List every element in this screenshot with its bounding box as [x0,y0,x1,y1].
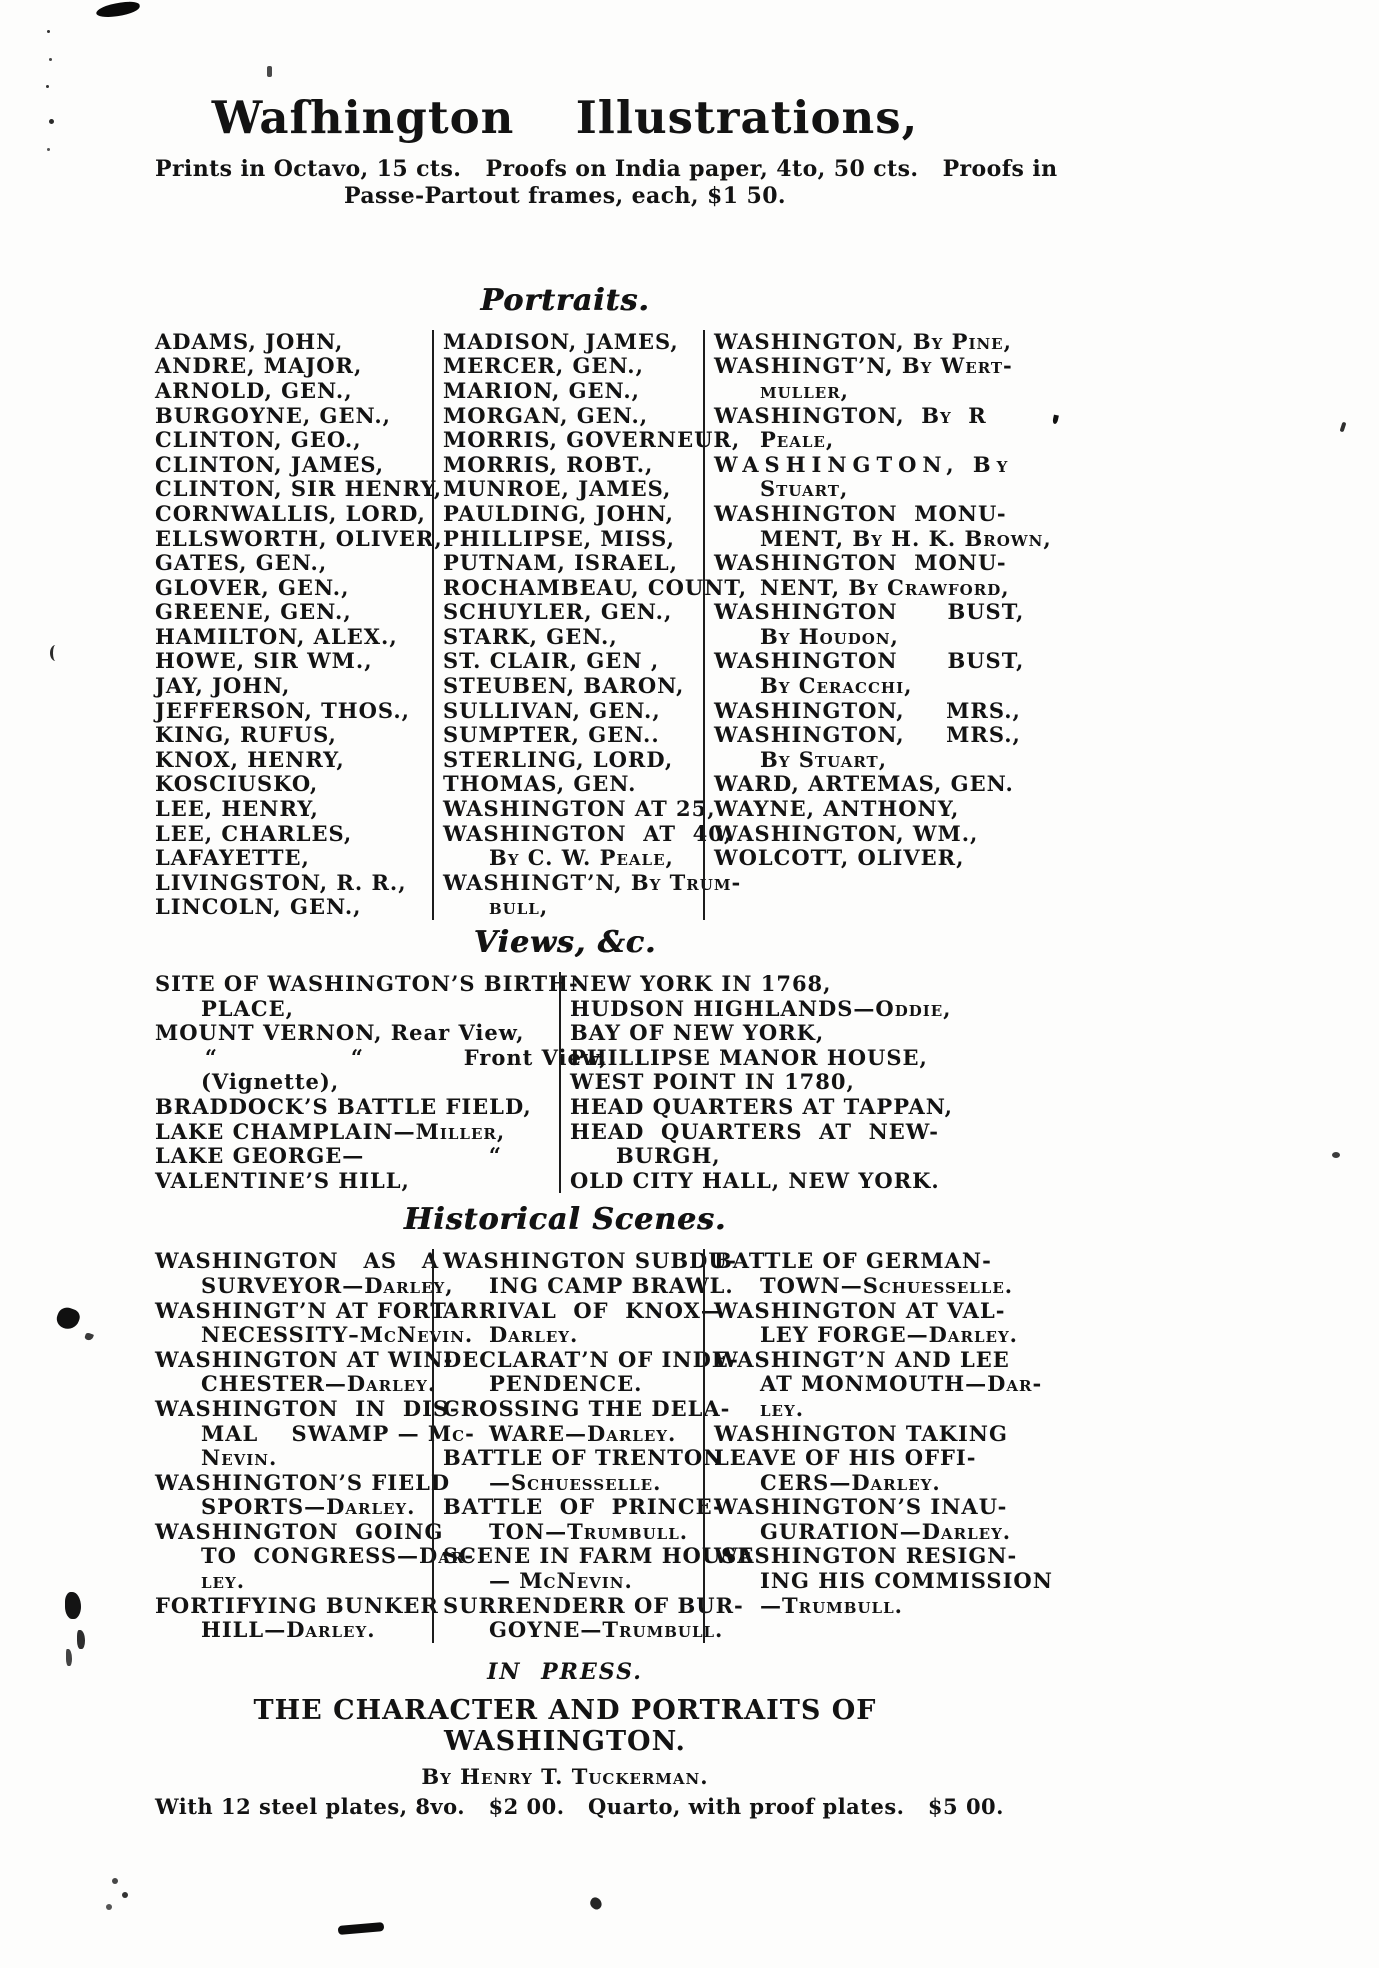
list-line: HILL—Darley. [201,1617,376,1643]
list-line: TON—Trumbull. [489,1518,689,1544]
list-line: WASHINGTON’S FIELD [155,1469,451,1495]
list-line: GLOVER, GEN., [155,574,350,600]
list-line: NENT, By Crawford, [760,574,1010,600]
section-historical-scenes [155,1203,1160,1643]
list-line: BATTLE OF PRINCE- [443,1494,723,1520]
list-line: MORRIS, ROBT., [443,451,654,477]
list-line: ANDRE, MAJOR, [155,353,363,379]
list-line: CORNWALLIS, LORD, [155,500,426,526]
list-line: WARE—Darley. [489,1420,677,1446]
list-line: WASHINGTON BUST, [714,648,1025,674]
scan-artifact [50,645,61,661]
pricing-line: With 12 steel plates, 8vo. $2 00. Quarto, with proof plates. $5 00. [155,1793,1004,1819]
list-line: MORRIS, GOVERNEUR, [443,427,741,453]
list-line: CLINTON, GEO., [155,427,362,453]
list-line: SPORTS—Darley. [201,1494,416,1520]
historical-column-1 [155,1248,475,1643]
list-line: BURGH, [616,1143,721,1169]
list-line: PLACE, [201,995,294,1021]
list-line: ING HIS COMMISSION [760,1568,1053,1594]
list-line: —Schuesselle. [489,1469,662,1495]
list-line: JAY, JOHN, [155,673,291,699]
scan-artifact [54,1305,82,1332]
list-line: ley. [201,1568,245,1594]
list-line: Peale, [760,427,835,453]
list-line: PAULDING, JOHN, [443,500,674,526]
list-line: CLINTON, JAMES, [155,451,385,477]
list-line: MORGAN, GEN., [443,402,649,428]
forthcoming-book-title: THE CHARACTER AND PORTRAITS OF WASHINGTON. [253,1694,877,1757]
views-column-1 [155,971,608,1193]
list-line: ING CAMP BRAWL. [489,1272,734,1298]
list-line: GATES, GEN., [155,550,328,576]
list-line: ELLSWORTH, OLIVER, [155,525,443,551]
list-line: STEUBEN, BARON, [443,673,685,699]
list-line: BATTLE OF TRENTON [443,1445,724,1471]
list-line: MADISON, JAMES, [443,328,679,354]
list-line: HAMILTON, ALEX., [155,623,398,649]
scan-artifact [338,1922,385,1935]
list-line: DECLARAT’N OF INDE- [443,1346,739,1372]
list-line: bull, [489,894,549,920]
list-line: WASHINGTON AT 40, [443,820,733,846]
scan-artifact [95,0,140,19]
list-line: STARK, GEN., [443,623,618,649]
list-line: MUNROE, JAMES, [443,476,672,502]
list-line: BURGOYNE, GEN., [155,402,391,428]
list-line: By Houdon, [760,623,899,649]
list-line: WASHINGTON AS A [155,1248,440,1274]
list-line: WASHINGTON AT 25, [443,796,716,822]
historical-scenes-heading: Historical Scenes. [403,1202,727,1238]
list-line: WEST POINT IN 1780, [570,1069,855,1095]
list-line: WOLCOTT, OLIVER, [714,845,965,871]
list-line: PENDENCE. [489,1371,643,1397]
list-line: LEAVE OF HIS OFFI- [714,1445,977,1471]
list-line: WASHINGT’N AT FORT [155,1297,447,1323]
list-line: CHESTER—Darley. [201,1371,437,1397]
list-line: WASHINGTON IN DIS- [155,1395,460,1421]
list-line: MERCER, GEN., [443,353,644,379]
list-line: OLD CITY HALL, NEW YORK. [570,1167,940,1193]
list-line: VALENTINE’S HILL, [155,1167,410,1193]
scan-artifact [1332,1152,1340,1158]
list-line: By C. W. Peale, [489,845,674,871]
list-line: —Trumbull. [760,1592,903,1618]
list-line: WASHINGTON GOING [155,1518,444,1544]
list-line: LAKE GEORGE— “ [155,1143,502,1169]
list-line: Darley. [489,1322,579,1348]
list-line: WASHINGTON, WM., [714,820,979,846]
portraits-columns [155,330,1160,920]
list-line: WARD, ARTEMAS, GEN. [714,771,1014,797]
list-line: WASHINGT’N, By Wert- [714,353,1013,379]
list-line: WASHINGTON BUST, [714,599,1025,625]
list-line: LEE, CHARLES, [155,820,353,846]
list-line: WASHINGTON MONU- [714,550,1007,576]
portraits-column-2 [432,328,748,920]
list-line: BATTLE OF GERMAN- [714,1248,992,1274]
list-line: MENT, By H. K. Brown, [760,525,1052,551]
list-line: (Vignette), [201,1069,340,1095]
list-line: WASHINGTON’S INAU- [714,1494,1008,1520]
list-line: WASHINGTON TAKING [714,1420,1008,1446]
historical-column-3 [703,1249,1144,1643]
list-line: GURATION—Darley. [760,1518,1012,1544]
list-line: ST. CLAIR, GEN , [443,648,660,674]
views-columns [155,972,1160,1193]
list-line: JEFFERSON, THOS., [155,697,410,723]
list-line: LAFAYETTE, [155,845,310,871]
list-line: GREENE, GEN., [155,599,352,625]
list-line: SITE OF WASHINGTON’S BIRTH- [155,971,579,996]
list-line: WASHINGTON, By R [714,402,987,428]
list-line: PHILLIPSE MANOR HOUSE, [570,1044,928,1070]
list-line: HEAD QUARTERS AT NEW- [570,1118,939,1144]
list-line: ARRIVAL OF KNOX— [443,1297,723,1323]
list-line: KING, RUFUS, [155,722,337,748]
list-line: SUMPTER, GEN.. [443,722,660,748]
list-line: AT MONMOUTH—Dar- [760,1371,1043,1397]
list-line: BRADDOCK’S BATTLE FIELD, [155,1093,532,1119]
list-line: STERLING, LORD, [443,746,674,772]
scan-artifact [47,30,50,33]
list-line: ROCHAMBEAU, COUNT, [443,574,748,600]
list-line: Stuart, [760,476,849,502]
list-line: NECESSITY–McNevin. [201,1322,474,1348]
views-column-2 [559,972,1000,1193]
page-content [155,0,1160,1819]
list-line: ADAMS, JOHN, [155,328,344,354]
list-line: THOMAS, GEN. [443,771,637,797]
list-line: WASHINGTON, By Pine, [714,328,1012,354]
list-line: WASHINGTON, MRS., [714,697,1021,723]
list-line: LEY FORGE—Darley. [760,1322,1018,1348]
section-views [155,926,1160,1193]
list-line: MAL SWAMP — Mc- [201,1420,475,1446]
list-line: By Stuart, [760,746,888,772]
list-line: ley. [760,1395,804,1421]
list-line: KNOX, HENRY, [155,746,345,772]
list-line: CERS—Darley. [760,1469,941,1495]
subtitle-line-2: Passe-Partout frames, each, $1 50. [344,182,786,209]
list-line: WASHINGTON SUBDU- [443,1248,738,1274]
list-line: TOWN—Schuesselle. [760,1272,1014,1298]
list-line: WASHINGTON MONU- [714,500,1007,526]
list-line: By Ceracchi, [760,673,913,699]
list-line: WASHINGT’N AND LEE [714,1346,1010,1372]
list-line: SULLIVAN, GEN., [443,697,661,723]
list-line: WAYNE, ANTHONY, [714,796,960,822]
historical-scenes-columns [155,1249,1160,1643]
page-title: Waſhington Illustrations, [211,91,919,144]
list-line: FORTIFYING BUNKER [155,1592,439,1618]
portraits-column-3 [703,330,1144,920]
list-line: LIVINGSTON, R. R., [155,869,407,895]
section-portraits [155,284,1160,920]
portraits-heading: Portraits. [480,282,650,318]
list-line: HEAD QUARTERS AT TAPPAN, [570,1093,953,1119]
list-line: MOUNT VERNON, Rear View, [155,1020,525,1046]
views-heading: Views, &c. [473,925,657,960]
list-line: NEW YORK IN 1768, [570,971,832,996]
in-press-notice: IN PRESS. [487,1658,643,1685]
list-line: Nevin. [201,1445,278,1471]
list-line: LAKE CHAMPLAIN—Miller, [155,1118,506,1144]
list-line: MARION, GEN., [443,377,640,403]
list-line: KOSCIUSKO, [155,771,319,797]
list-line: WASHINGTON RESIGN- [714,1543,1018,1569]
list-line: PHILLIPSE, MISS, [443,525,675,551]
list-line: WASHINGTON, By [714,451,1014,477]
historical-column-2 [432,1248,755,1643]
list-line: WASHINGTON AT WIN- [155,1346,454,1372]
scan-artifact [65,1592,81,1619]
list-line: HUDSON HIGHLANDS—Oddie, [570,995,952,1021]
list-line: SURRENDERR OF BUR- [443,1592,744,1618]
list-line: CLINTON, SIR HENRY, [155,476,443,502]
list-line: CROSSING THE DELA- [443,1395,731,1421]
list-line: SCENE IN FARM HOUSE [443,1543,755,1569]
list-line: SCHUYLER, GEN., [443,599,673,625]
list-line: LEE, HENRY, [155,796,319,822]
list-line: “ “ Front View, [155,1044,608,1070]
list-line: muller, [760,377,849,403]
list-line: ARNOLD, GEN., [155,377,353,403]
list-line: GOYNE—Trumbull. [489,1617,724,1643]
list-line: SURVEYOR—Darley, [201,1272,454,1298]
list-line: WASHINGTON AT VAL- [714,1297,1006,1323]
scan-artifact [588,1896,604,1912]
list-line: BAY OF NEW YORK, [570,1020,825,1046]
list-line: HOWE, SIR WM., [155,648,373,674]
list-line: LINCOLN, GEN., [155,894,362,920]
list-line: — McNevin. [489,1568,633,1594]
list-line: WASHINGT’N, By Trum- [443,869,742,895]
portraits-column-1 [155,328,443,920]
subtitle-line-1: Prints in Octavo, 15 cts. Proofs on India paper, 4to, 50 cts. Proofs in [155,155,1058,182]
scan-artifact [1340,422,1347,433]
list-line: TO CONGRESS—Dar- [201,1543,475,1569]
list-line: PUTNAM, ISRAEL, [443,550,678,576]
scan-artifact [112,1878,118,1884]
author-byline: By Henry T. Tuckerman. [421,1763,709,1789]
list-line: WASHINGTON, MRS., [714,722,1021,748]
